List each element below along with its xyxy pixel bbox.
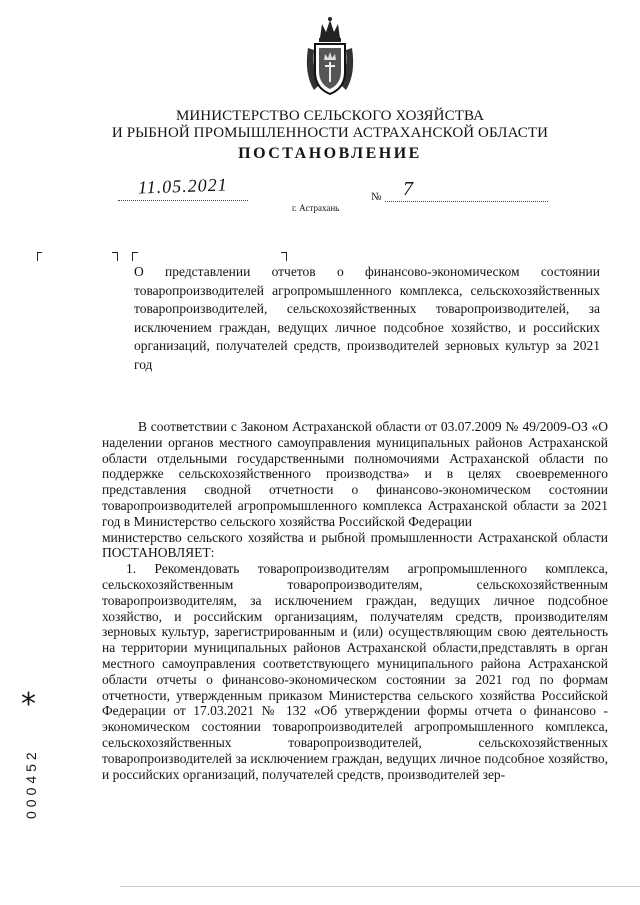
date-underline: [118, 200, 248, 201]
resolve-paragraph: министерство сельского хозяйства и рыбной промышленности Астраханской области ПОСТАНОВЛЯЕТ:: [102, 529, 608, 561]
corner-mark: [37, 252, 42, 261]
corner-mark: [112, 252, 118, 261]
item-1-paragraph: 1. Рекомендовать товаропроизводителям агропромышленного комплекса, сельскохозяйственным товаропроизводителям, сельскохозяйственным товаропроизводителям, за исключением граждан, ведущих личное подсобное хозяйство, и российским организациям, получателям средств, производителям зерновых культур, зарегистрированным и (или) осуществляющим свою деятельность на территории муниципальных районов Астраханской области,представлять в орган местного самоуправления соответствующего муниципального района Астраханской области отчеты о финансово-экономическом состоянии за 2021 год по формам отчетности, утвержденным приказом Министерства сельского хозяйства Российской Федерации от 17.03.2021 № 132 «Об утверждении формы отчета о финансово - экономическом состоянии товаропроизводителей агропромышленного комплекса, сельскохозяйственных товаропроизводителей, сельскохозяйственных товаропроизводителей за исключением граждан, ведущих личное подсобное хозяйство, и российских организаций, получателей средств, производителей зер-: [102, 561, 608, 782]
coat-of-arms-icon: [300, 14, 360, 98]
side-registration-number: 000452: [23, 748, 39, 819]
number-underline: [385, 201, 548, 202]
city-label: г. Астрахань: [292, 203, 340, 213]
number-prefix: №: [371, 191, 382, 203]
corner-mark: [132, 252, 138, 261]
ministry-name: [80, 108, 580, 142]
corner-mark: [281, 252, 287, 261]
ministry-name-line2: И РЫБНОЙ ПРОМЫШЛЕННОСТИ АСТРАХАНСКОЙ ОБЛАСТИ: [111, 125, 549, 141]
ministry-name-line1: МИНИСТЕРСТВО СЕЛЬСКОГО ХОЗЯЙСТВА: [175, 108, 485, 124]
side-star-mark: *: [21, 687, 36, 722]
decree-date: 11.05.2021: [137, 174, 228, 198]
document-type-title: ПОСТАНОВЛЕНИЕ: [238, 145, 422, 162]
decree-subject: О представлении отчетов о финансово-экономическом состоянии товаропроизводителей агропромышленного комплекса, сельскохозяйственных товаропроизводителей, сельскохозяйственных товаропроизводителей, за исключением граждан, ведущих личное подсобное хозяйство, и российских организаций, получателей средств, производителей зерновых культур за 2021 год: [134, 264, 600, 372]
preamble-paragraph: В соответствии с Законом Астраханской области от 03.07.2009 № 49/2009-ОЗ «О наделении органов местного самоуправления муниципальных районов Астраханской области отдельными государственными полномочиями Астраханской области по поддержке сельскохозяйственного производства» и в целях своевременного представления сводной отчетности о финансово-экономическом состоянии товаропроизводителей агропромышленного комплекса Астраханской области за 2021 год в Министерство сельского хозяйства Российской Федерации: [102, 419, 608, 529]
scan-edge-line: [120, 886, 640, 887]
decree-number: 7: [403, 178, 413, 200]
decree-body: [102, 419, 608, 782]
